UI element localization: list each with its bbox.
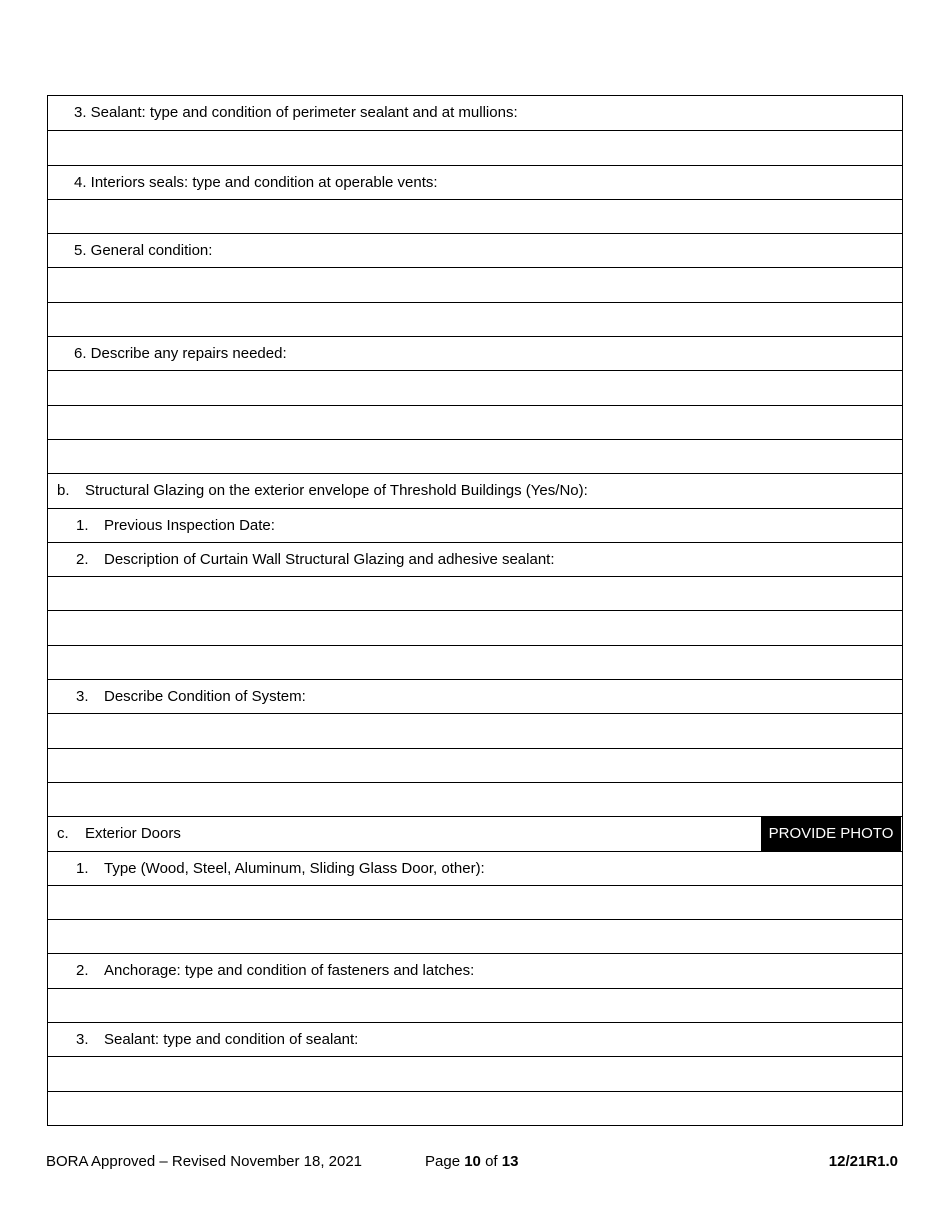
item-text: Sealant: type and condition of sealant: — [104, 1031, 359, 1049]
inspection-form-table — [47, 95, 903, 1126]
item-text: Anchorage: type and condition of fasteners and latches: — [104, 962, 475, 980]
section-heading — [48, 473, 902, 507]
page-current: 10 — [464, 1153, 481, 1170]
answer-field[interactable] — [48, 130, 902, 164]
answer-field[interactable] — [48, 988, 902, 1022]
question-row — [48, 679, 902, 713]
subquestion-label — [76, 1023, 358, 1057]
answer-field[interactable] — [48, 576, 902, 610]
item-text: Type (Wood, Steel, Aluminum, Sliding Glass Door, other): — [104, 859, 485, 877]
answer-field[interactable] — [48, 1056, 902, 1090]
page-of: of — [485, 1153, 498, 1170]
question-row — [48, 233, 902, 267]
item-text: Previous Inspection Date: — [104, 516, 275, 534]
question-row — [48, 165, 902, 199]
answer-field[interactable] — [48, 610, 902, 644]
item-text: Describe Condition of System: — [104, 688, 306, 706]
subquestion-label — [76, 680, 306, 714]
question-row — [48, 508, 902, 542]
answer-field[interactable] — [48, 782, 902, 816]
answer-field[interactable] — [48, 919, 902, 953]
section-label — [57, 817, 181, 851]
question-label: 6. Describe any repairs needed: — [74, 345, 287, 363]
item-marker: 1. — [76, 859, 89, 877]
item-marker: 3. — [76, 688, 89, 706]
answer-field[interactable] — [48, 1091, 902, 1125]
item-marker: b. — [57, 482, 70, 500]
question-row — [48, 953, 902, 987]
answer-field[interactable] — [48, 405, 902, 439]
page-word: Page — [425, 1153, 461, 1170]
subquestion-label — [76, 509, 275, 543]
item-marker: 2. — [76, 550, 89, 568]
approval-text: BORA Approved – Revised November 18, 2021 — [46, 1153, 363, 1170]
section-label — [57, 474, 588, 508]
page-total: 13 — [501, 1153, 519, 1170]
question-label: 4. Interiors seals: type and condition at operable vents: — [74, 173, 438, 191]
question-row — [48, 336, 902, 370]
question-row — [48, 851, 902, 885]
answer-field[interactable] — [48, 302, 902, 336]
subquestion-label — [76, 852, 485, 886]
answer-field[interactable] — [48, 885, 902, 919]
item-text: Structural Glazing on the exterior envelope of Threshold Buildings (Yes/No): — [85, 482, 588, 500]
item-marker: 2. — [76, 962, 89, 980]
page-number — [425, 1150, 518, 1174]
answer-field[interactable] — [48, 439, 902, 473]
question-row — [48, 96, 902, 130]
question-row — [48, 1022, 902, 1056]
item-text: Description of Curtain Wall Structural Glazing and adhesive sealant: — [104, 550, 555, 568]
subquestion-label — [76, 543, 555, 577]
item-marker: 3. — [76, 1031, 89, 1049]
answer-field[interactable] — [48, 370, 902, 404]
answer-field[interactable] — [48, 267, 902, 301]
item-text: Exterior Doors — [85, 825, 181, 843]
subquestion-label — [76, 954, 474, 988]
question-row — [48, 542, 902, 576]
question-label: 5. General condition: — [74, 242, 213, 260]
item-marker: c. — [57, 825, 69, 843]
answer-field[interactable] — [48, 645, 902, 679]
section-heading — [48, 816, 902, 850]
page-footer — [46, 1150, 898, 1174]
question-label: 3. Sealant: type and condition of perimeter sealant and at mullions: — [74, 104, 518, 121]
item-marker: 1. — [76, 516, 89, 534]
provide-photo-button[interactable]: PROVIDE PHOTO — [761, 817, 901, 851]
answer-field[interactable] — [48, 713, 902, 747]
answer-field[interactable] — [48, 199, 902, 233]
form-code: 12/21R1.0 — [828, 1153, 898, 1170]
answer-field[interactable] — [48, 748, 902, 782]
